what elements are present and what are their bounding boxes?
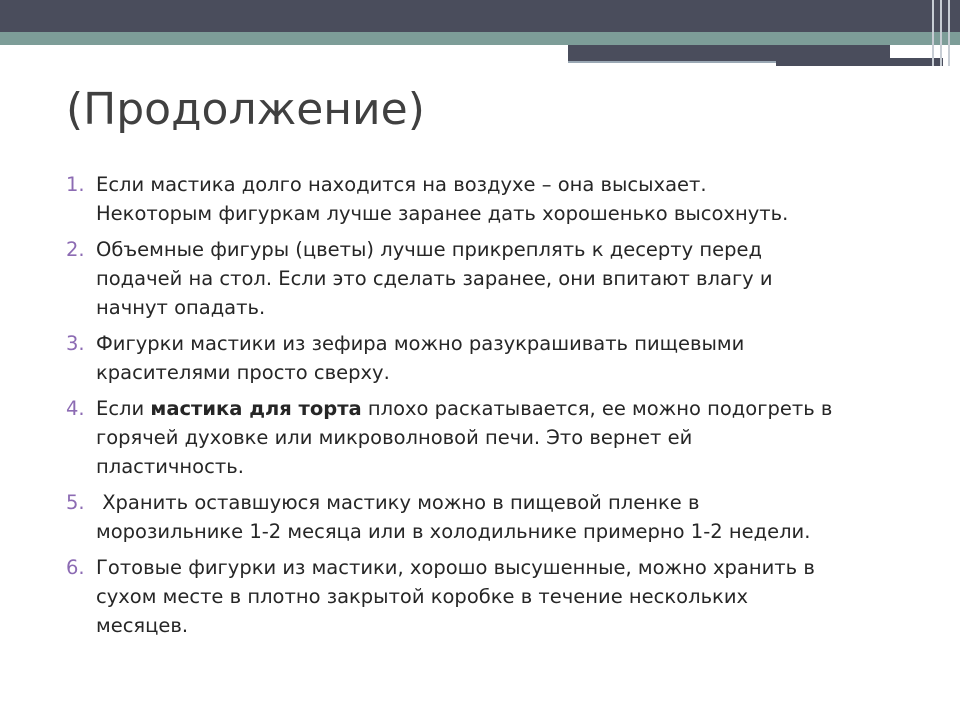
list-item-number: 1.: [66, 173, 85, 196]
header-dark-band: [0, 0, 960, 32]
list-item: [66, 235, 906, 322]
list-item: [66, 329, 906, 387]
bold-keyword: мастика для торта: [150, 397, 362, 420]
numbered-list: [66, 170, 906, 647]
list-item-text: Если: [96, 397, 151, 420]
list-item-text: пластичность.: [96, 455, 244, 478]
list-item: [66, 170, 906, 228]
list-item-text: горячей духовке или микроволновой печи. Это вернет ей: [96, 426, 693, 449]
header-vertical-lines: [928, 0, 960, 66]
list-item-text-first-line: [96, 394, 906, 423]
list-item: [66, 553, 906, 640]
list-item-number: 2.: [66, 238, 85, 261]
list-item-text: месяцев.: [96, 614, 189, 637]
header-accent-bar-small: [776, 58, 943, 66]
list-item-text: подачей на стол. Если это сделать заранее, они впитают влагу и: [96, 267, 773, 290]
list-item-text: Фигурки мастики из зефира можно разукрашивать пищевыми: [96, 332, 745, 355]
list-item-text: Если мастика долго находится на воздухе – она высыхает.: [96, 173, 707, 196]
header-teal-band: [0, 32, 960, 45]
list-item-text: Объемные фигуры (цветы) лучше прикреплять к десерту перед: [96, 238, 762, 261]
list-item-text: плохо раскатывается, ее можно подогреть в: [361, 397, 833, 420]
list-item-number: 6.: [66, 556, 85, 579]
list-item-text: Хранить оставшуюся мастику можно в пищевой пленке в: [96, 491, 700, 514]
list-item-text: Некоторым фигуркам лучше заранее дать хорошенько высохнуть.: [96, 202, 789, 225]
list-item-number: 4.: [66, 397, 85, 420]
list-item-text: начнут опадать.: [96, 296, 266, 319]
list-item-text: Готовые фигурки из мастики, хорошо высушенные, можно хранить в: [96, 556, 815, 579]
list-item-number: 5.: [66, 491, 85, 514]
list-item-number: 3.: [66, 332, 85, 355]
list-item-text: сухом месте в плотно закрытой коробке в течение нескольких: [96, 585, 749, 608]
list-item-text: красителями просто сверху.: [96, 361, 390, 384]
list-item: [66, 488, 906, 546]
list-item-text: морозильнике 1-2 месяца или в холодильнике примерно 1-2 недели.: [96, 520, 811, 543]
list-item: [66, 394, 906, 481]
slide-title: (Продолжение): [66, 84, 425, 135]
